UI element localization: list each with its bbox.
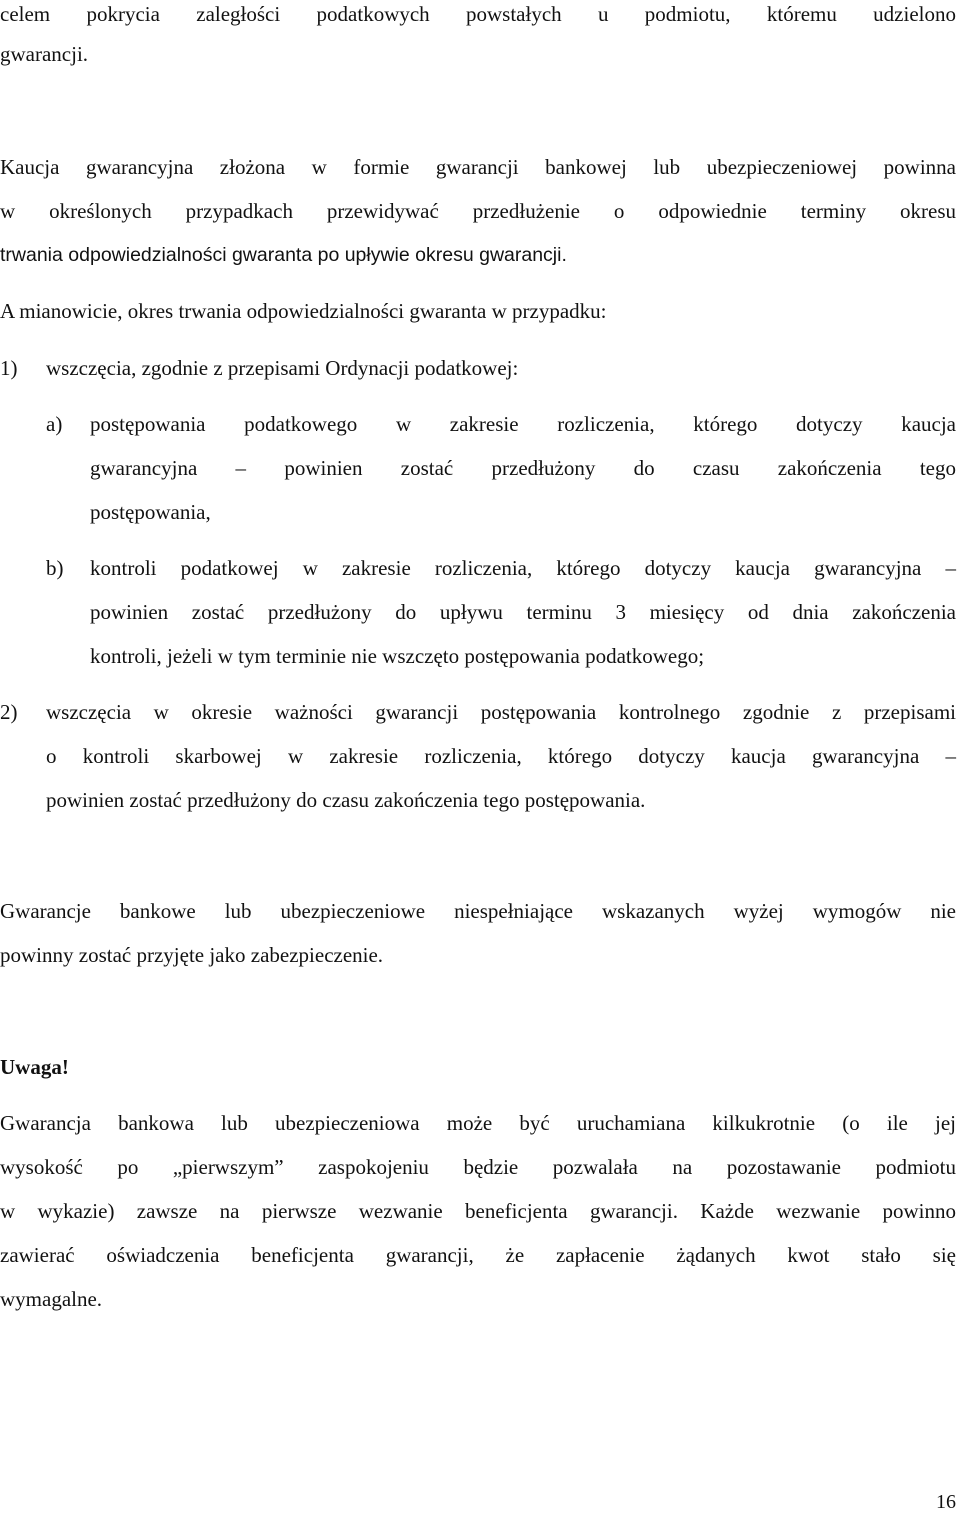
paragraph-line: w określonych przypadkach przewidywać przedłużenie o odpowiednie terminy okresu xyxy=(0,199,956,223)
paragraph-line: Gwarancje bankowe lub ubezpieczeniowe niespełniające wskazanych wyżej wymogów nie xyxy=(0,899,956,923)
paragraph-line: w wykazie) zawsze na pierwsze wezwanie beneficjenta gwarancji. Każde wezwanie powinno xyxy=(0,1199,956,1223)
section-heading: Uwaga! xyxy=(0,1055,69,1079)
paragraph-line: Kaucja gwarancyjna złożona w formie gwarancji bankowej lub ubezpieczeniowej powinna xyxy=(0,155,956,179)
list-item-line: powinien zostać przedłużony do czasu zakończenia tego postępowania. xyxy=(46,788,646,812)
paragraph-line: powinny zostać przyjęte jako zabezpieczenie. xyxy=(0,943,384,967)
list-item-line: gwarancyjna – powinien zostać przedłużony do czasu zakończenia tego xyxy=(90,456,956,480)
paragraph-line: gwarancji. xyxy=(0,42,89,66)
list-marker: b) xyxy=(46,556,64,580)
list-item-line: postępowania podatkowego w zakresie rozliczenia, którego dotyczy kaucja xyxy=(90,412,956,436)
list-item-line: kontroli podatkowej w zakresie rozliczenia, którego dotyczy kaucja gwarancyjna – xyxy=(90,556,956,580)
paragraph-line: Gwarancja bankowa lub ubezpieczeniowa może być uruchamiana kilkukrotnie (o ile jej xyxy=(0,1111,956,1135)
paragraph-line: wymagalne. xyxy=(0,1287,103,1311)
list-item-line: powinien zostać przedłużony do upływu terminu 3 miesięcy od dnia zakończenia xyxy=(90,600,956,624)
paragraph-line: trwania odpowiedzialności gwaranta po upływie okresu gwarancji. xyxy=(0,244,567,266)
paragraph-line: wysokość po „pierwszym” zaspokojeniu będzie pozwalała na pozostawanie podmiotu xyxy=(0,1155,956,1179)
paragraph-line: zawierać oświadczenia beneficjenta gwarancji, że zapłacenie żądanych kwot stało się xyxy=(0,1243,956,1267)
paragraph-line: A mianowicie, okres trwania odpowiedzialności gwaranta w przypadku: xyxy=(0,299,607,323)
page-number: 16 xyxy=(936,1491,956,1513)
list-item-line: wszczęcia w okresie ważności gwarancji postępowania kontrolnego zgodnie z przepisami xyxy=(46,700,956,724)
list-item-line: kontroli, jeżeli w tym terminie nie wszczęto postępowania podatkowego; xyxy=(90,644,705,668)
list-marker: 1) xyxy=(0,356,18,380)
list-marker: a) xyxy=(46,412,63,436)
list-item-text: wszczęcia, zgodnie z przepisami Ordynacji podatkowej: xyxy=(46,356,519,380)
list-marker: 2) xyxy=(0,700,18,724)
list-item-line: postępowania, xyxy=(90,500,211,524)
list-item-line: o kontroli skarbowej w zakresie rozliczenia, którego dotyczy kaucja gwarancyjna – xyxy=(46,744,956,768)
paragraph-line: celem pokrycia zaległości podatkowych powstałych u podmiotu, któremu udzielono xyxy=(0,2,956,26)
